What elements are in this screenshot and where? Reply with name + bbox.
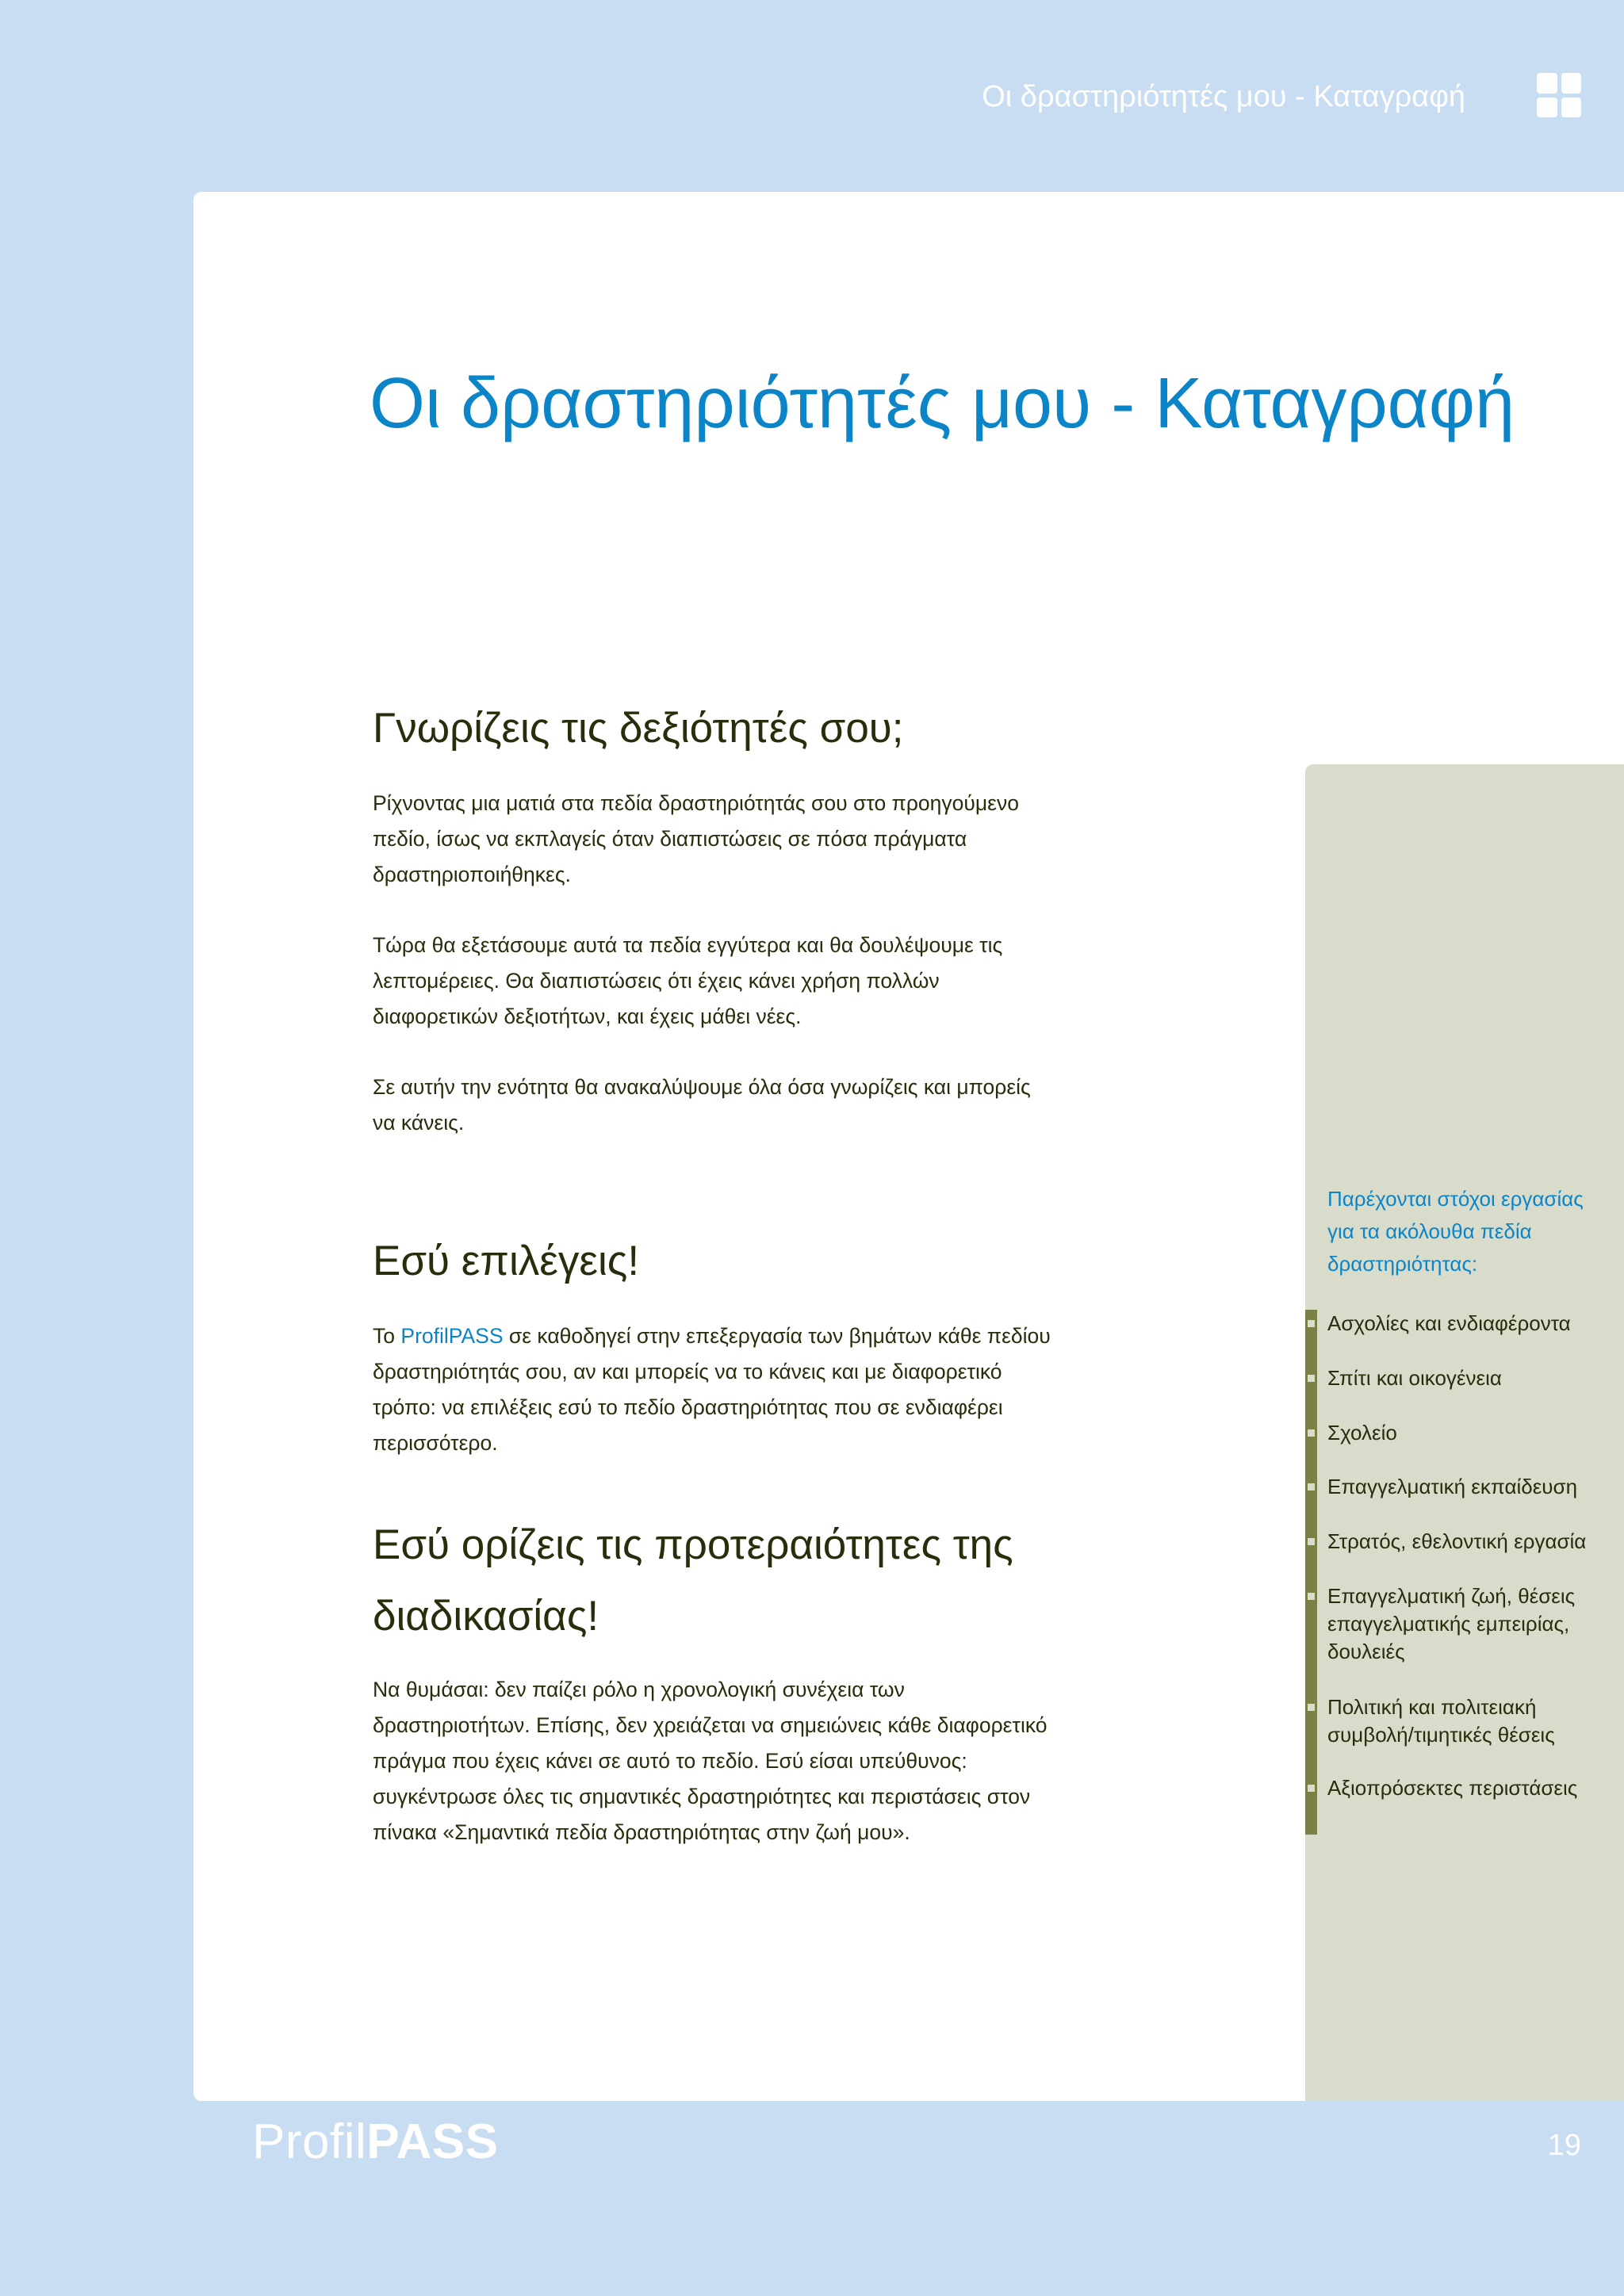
sidebar-accent-bar (1305, 1310, 1317, 1835)
paragraph-prefix: Το (373, 1324, 401, 1348)
list-item (1327, 1693, 1621, 1749)
list-item (1327, 1528, 1621, 1556)
list-item (1327, 1310, 1621, 1337)
section-heading: Εσύ ορίζεις τις προτεραιότητες της διαδικασίας! (373, 1521, 1013, 1640)
section-you-choose (373, 1226, 1055, 1461)
bullet-icon (1308, 1704, 1315, 1711)
list-item (1327, 1364, 1621, 1392)
paragraph-rest: σε καθοδηγεί στην επεξεργασία των βημάτων κάθε πεδίου δραστηριότητάς σου, αν και μπορείς να το κάνεις και με διαφορετικό τρόπο: να επιλέξεις εσύ το πεδίο δραστηριότητας που σε ενδιαφέρει περισσότερο. (373, 1324, 1051, 1455)
list-item-label: Αξιοπρόσεκτες περιστάσεις (1327, 1776, 1578, 1800)
profilpass-logo (252, 2110, 499, 2174)
list-item-label: Σπίτι και οικογένεια (1327, 1366, 1502, 1390)
paragraph: Να θυμάσαι: δεν παίζει ρόλο η χρονολογική συνέχεια των δραστηριοτήτων. Επίσης, δεν χρειάζεται να σημειώνεις κάθε διαφορετικό πράγμα που έχεις κάνει σε αυτό το πεδίο. Εσύ είσαι υπεύθυνος: συγκέντρωσε όλες τις σημαντικές δραστηριότητες και περιστάσεις στον πίνακα «Σημαντικά πεδία δραστηριότητας στην ζωή μου». (373, 1678, 1048, 1844)
page-title: Οι δραστηριότητές μου - Καταγραφή (370, 364, 1515, 443)
paragraph: Ρίχνοντας μια ματιά στα πεδία δραστηριότητάς σου στο προηγούμενο πεδίο, ίσως να εκπλαγείς όταν διαπιστώσεις σε πόσα πράγματα δραστηριοποιήθηκες. (373, 791, 1019, 886)
grid-icon-cell (1561, 98, 1582, 118)
running-header-title: Οι δραστηριότητές μου - Καταγραφή (982, 80, 1465, 113)
profilpass-link: ProfilPASS (400, 1324, 504, 1348)
list-item (1327, 1774, 1621, 1802)
logo-bold-text: PASS (366, 2114, 499, 2169)
bullet-icon (1308, 1320, 1315, 1327)
list-item (1327, 1473, 1621, 1501)
list-item-label: Σχολείο (1327, 1421, 1397, 1445)
list-item-label: Επαγγελματική ζωή, θέσεις επαγγελματικής εμπειρίας, δουλειές (1327, 1584, 1576, 1663)
bullet-icon (1308, 1483, 1315, 1490)
list-item-label: Πολιτική και πολιτειακή συμβολή/τιμητικές θέσεις (1327, 1695, 1555, 1747)
list-item (1327, 1419, 1621, 1447)
list-item-label: Στρατός, εθελοντική εργασία (1327, 1529, 1587, 1553)
sidebar-intro: Παρέχονται στόχοι εργασίας για τα ακόλουθα πεδία δραστηριότητας: (1327, 1187, 1584, 1276)
grid-icon-cell (1537, 98, 1557, 118)
grid-icon-cell (1537, 73, 1557, 94)
section-skills (373, 693, 1055, 1141)
bullet-icon (1308, 1785, 1315, 1792)
section-heading: Εσύ επιλέγεις! (373, 1238, 640, 1284)
paragraph (373, 1318, 1055, 1461)
section-heading: Γνωρίζεις τις δεξιότητές σου; (373, 705, 904, 752)
list-item-label: Επαγγελματική εκπαίδευση (1327, 1475, 1578, 1498)
bullet-icon (1308, 1429, 1315, 1437)
logo-light-text: Profil (252, 2114, 367, 2169)
paragraph: Τώρα θα εξετάσουμε αυτά τα πεδία εγγύτερα και θα δουλέψουμε τις λεπτομέρειες. Θα διαπιστώσεις ότι έχεις κάνει χρήση πολλών διαφορετικών δεξιοτήτων, και έχεις μάθει νέες. (373, 933, 1003, 1028)
paragraph: Σε αυτήν την ενότητα θα ανακαλύψουμε όλα όσα γνωρίζεις και μπορείς να κάνεις. (373, 1075, 1031, 1135)
grid-icon (1537, 73, 1581, 117)
list-item-label: Ασχολίες και ενδιαφέροντα (1327, 1311, 1571, 1335)
list-item (1327, 1582, 1621, 1666)
grid-icon-cell (1561, 73, 1582, 94)
page-number: 19 (1547, 2129, 1581, 2162)
section-priorities (373, 1510, 1055, 1850)
bullet-icon (1308, 1538, 1315, 1545)
bullet-icon (1308, 1593, 1315, 1600)
bullet-icon (1308, 1375, 1315, 1382)
